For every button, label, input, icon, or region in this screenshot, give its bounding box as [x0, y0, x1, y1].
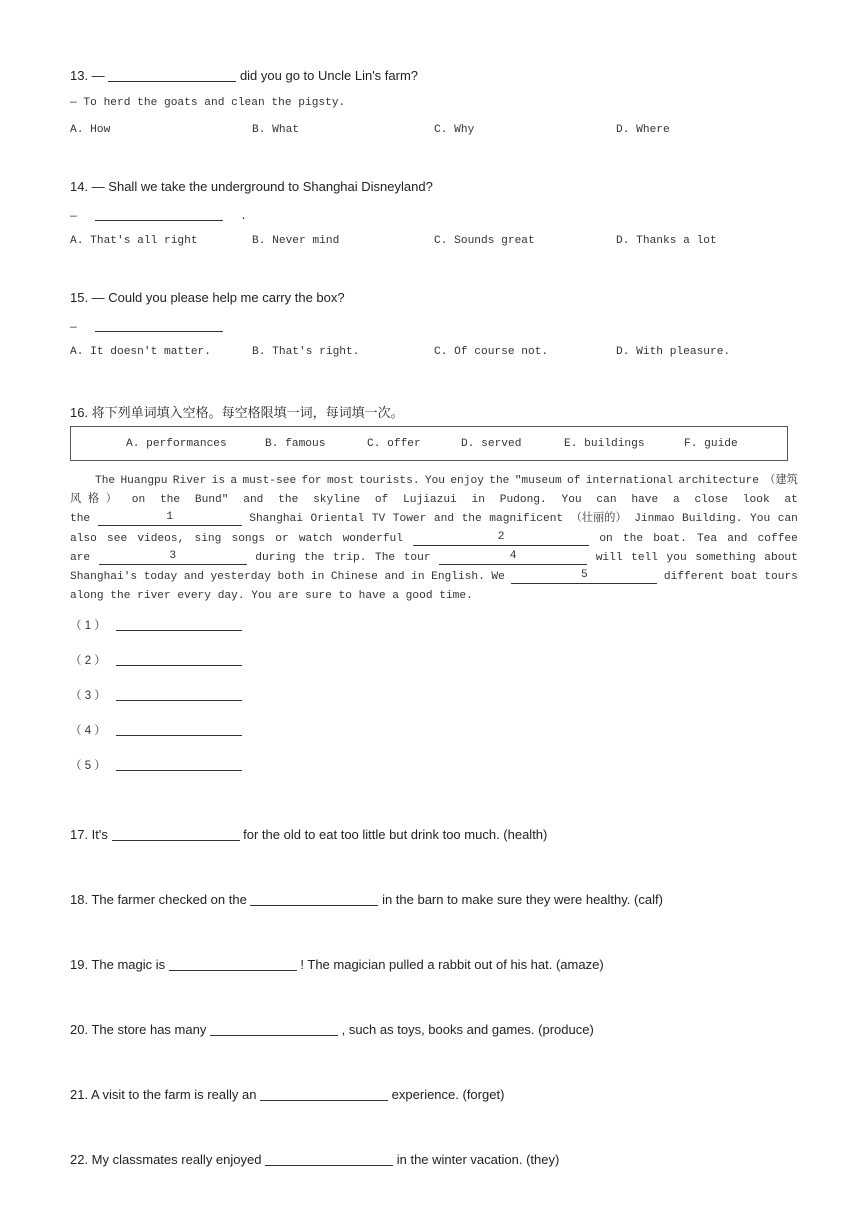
passage-word: the — [304, 551, 325, 564]
question-13-reply: — To herd the goats and clean the pigsty. — [70, 97, 346, 109]
passage-word: the — [278, 494, 299, 507]
passage-word: The — [375, 551, 396, 564]
answer-blank-2[interactable] — [116, 653, 242, 666]
option-b[interactable]: B. Never mind — [252, 235, 340, 247]
passage-word: 风 格 ） — [70, 494, 117, 507]
question-22-blank[interactable] — [265, 1153, 393, 1166]
answer-label: （ 4 ） — [70, 725, 106, 737]
question-17 — [70, 827, 547, 842]
question-19-text: 19. The magic is — [70, 957, 166, 972]
passage-word: different — [663, 570, 725, 583]
passage-word: Lujiazui — [403, 494, 457, 507]
passage-word: also — [70, 532, 97, 545]
passage-word: watch — [298, 532, 333, 545]
answer-label: （ 2 ） — [70, 655, 106, 667]
passage-word: architecture — [678, 475, 759, 487]
passage-word: will — [595, 551, 623, 564]
passage-word: in — [471, 494, 485, 507]
passage-word: see — [107, 532, 128, 545]
passage-word: have — [631, 494, 659, 507]
question-19 — [70, 957, 604, 972]
option-c[interactable]: C. Why — [434, 124, 475, 136]
passage-word: both — [277, 570, 305, 583]
question-18 — [70, 892, 663, 907]
passage-word: songs — [231, 532, 266, 545]
option-b[interactable]: B. What — [252, 124, 299, 136]
question-20 — [70, 1022, 594, 1037]
passage-word: TV — [371, 513, 386, 526]
passage-word: tell — [631, 551, 658, 564]
passage-word: You — [750, 513, 771, 526]
passage-line-5 — [70, 549, 798, 568]
question-14-blank[interactable] — [95, 208, 223, 221]
word-e: E. buildings — [564, 438, 645, 450]
answer-line-1 — [70, 617, 242, 633]
question-14-reply — [70, 208, 247, 223]
passage-word: River — [172, 475, 207, 487]
answer-blank-5[interactable] — [116, 758, 242, 771]
passage-line-1 — [70, 472, 798, 491]
passage-word: yesterday — [210, 570, 271, 583]
passage-word: is — [211, 475, 226, 487]
passage-word: （建筑 — [764, 475, 798, 487]
question-15-blank[interactable] — [95, 319, 223, 332]
passage-word: for — [301, 475, 322, 487]
passage-word: Bund" — [194, 494, 229, 507]
passage-word: （壮丽的） — [570, 513, 627, 526]
passage-word: can — [777, 513, 798, 526]
option-a[interactable]: A. That's all right — [70, 235, 198, 247]
passage-word: a — [672, 494, 680, 507]
passage-line-7: along the river every day. You are sure to have a good time. — [70, 590, 473, 603]
word-c: C. offer — [367, 438, 421, 450]
question-19-blank[interactable] — [169, 958, 297, 971]
passage-word: about — [764, 551, 798, 564]
option-a[interactable]: A. It doesn't matter. — [70, 346, 211, 358]
passage-word: tour — [403, 551, 431, 564]
question-13 — [70, 68, 418, 83]
question-16-instruction: 16. 将下列单词填入空格。每空格限填一词，每词填一次。 — [70, 405, 404, 420]
question-13-text: did you go to Uncle Lin's farm? — [239, 68, 419, 83]
passage-word: of — [567, 475, 581, 487]
question-14: 14. — Shall we take the underground to Shanghai Disneyland? — [70, 179, 433, 194]
passage-blank-2[interactable]: 2 — [413, 530, 589, 546]
passage-word: and — [433, 513, 455, 526]
passage — [70, 472, 798, 606]
passage-word: Chinese — [330, 570, 378, 583]
passage-word: Jinmao — [634, 513, 675, 526]
passage-word: Huangpu — [120, 475, 168, 487]
passage-blank-1[interactable]: 1 — [98, 510, 242, 526]
passage-word: Shanghai — [249, 513, 303, 526]
question-13-blank[interactable] — [108, 69, 236, 82]
answer-label: （ 3 ） — [70, 690, 106, 702]
passage-word: Building. — [682, 513, 743, 526]
question-22-hint: in the winter vacation. (they) — [396, 1152, 560, 1167]
question-15-reply — [70, 319, 223, 334]
passage-word: international — [585, 475, 674, 487]
passage-word: you — [666, 551, 687, 564]
question-19-hint: ! The magician pulled a rabbit out of his hat. (amaze) — [300, 957, 604, 972]
passage-word: "museum — [514, 475, 562, 487]
passage-word: and — [243, 494, 264, 507]
question-17-text: 17. It's — [70, 827, 108, 842]
passage-word: in — [411, 570, 425, 583]
passage-line-4 — [70, 530, 798, 549]
passage-line-3 — [70, 510, 798, 529]
option-a[interactable]: A. How — [70, 124, 111, 136]
passage-word: in — [310, 570, 325, 583]
question-18-text: 18. The farmer checked on the — [70, 892, 247, 907]
question-20-text: 20. The store has many — [70, 1022, 207, 1037]
passage-word: the — [159, 494, 181, 507]
answer-blank-1[interactable] — [116, 618, 242, 631]
passage-word: today — [143, 570, 178, 583]
passage-word: the — [622, 532, 644, 545]
question-22 — [70, 1152, 559, 1167]
question-21 — [70, 1087, 504, 1102]
option-c[interactable]: C. Sounds great — [434, 235, 535, 247]
option-d[interactable]: D. Where — [616, 124, 670, 136]
answer-line-5 — [70, 757, 242, 773]
passage-blank-5[interactable]: 5 — [511, 568, 657, 584]
passage-word: Shanghai's — [70, 570, 138, 583]
passage-word: the — [70, 513, 91, 526]
question-17-blank[interactable] — [112, 828, 240, 841]
passage-word: tourists. — [359, 475, 420, 487]
question-20-hint: , such as toys, books and games. (produce) — [341, 1022, 594, 1037]
option-c[interactable]: C. Of course not. — [434, 346, 549, 358]
answer-line-3 — [70, 687, 242, 703]
answer-blank-4[interactable] — [116, 723, 242, 736]
passage-blank-4[interactable]: 4 — [439, 549, 587, 565]
dash: — — [70, 322, 77, 334]
passage-word: magnificent — [489, 513, 564, 526]
passage-word: of — [374, 494, 389, 507]
passage-word: wonderful — [342, 532, 403, 545]
word-d: D. served — [461, 438, 522, 450]
passage-word: the — [461, 513, 482, 526]
passage-line-2 — [70, 491, 798, 510]
passage-word: The — [95, 475, 116, 487]
passage-word: You — [561, 494, 582, 507]
passage-word: Pudong. — [499, 494, 547, 507]
option-d[interactable]: D. Thanks a lot — [616, 235, 717, 247]
passage-word: trip. — [332, 551, 367, 564]
passage-word: or — [275, 532, 289, 545]
passage-word: and — [727, 532, 748, 545]
passage-word: boat. — [653, 532, 687, 545]
question-17-hint: for the old to eat too little but drink too much. (health) — [243, 827, 548, 842]
passage-word: during — [255, 551, 296, 564]
option-d[interactable]: D. With pleasure. — [616, 346, 731, 358]
passage-word: sing — [194, 532, 222, 545]
question-21-hint: experience. (forget) — [391, 1087, 505, 1102]
passage-line-6 — [70, 568, 798, 587]
passage-word: Tower — [392, 513, 427, 526]
passage-word: We — [491, 570, 505, 583]
question-18-hint: in the barn to make sure they were healthy. (calf) — [382, 892, 663, 907]
passage-word: and — [384, 570, 405, 583]
passage-word: on — [131, 494, 146, 507]
passage-word: are — [70, 551, 91, 564]
passage-word: enjoy — [450, 475, 484, 487]
passage-word: can — [596, 494, 617, 507]
word-a: A. performances — [126, 438, 227, 450]
passage-word: something — [695, 551, 756, 564]
word-b: B. famous — [265, 438, 326, 450]
passage-word: look — [742, 494, 770, 507]
passage-word: close — [694, 494, 729, 507]
option-b[interactable]: B. That's right. — [252, 346, 360, 358]
word-f: F. guide — [684, 438, 738, 450]
passage-word: a — [230, 475, 238, 487]
answer-line-2 — [70, 652, 242, 668]
passage-word: videos, — [137, 532, 185, 545]
passage-word: Oriental — [310, 513, 365, 526]
answer-line-4 — [70, 722, 242, 738]
dash: — — [70, 211, 77, 223]
passage-word: and — [183, 570, 204, 583]
passage-word: Tea — [696, 532, 718, 545]
answer-blank-3[interactable] — [116, 688, 242, 701]
passage-word: coffee — [757, 532, 798, 545]
question-21-blank[interactable] — [260, 1088, 388, 1101]
passage-word: English. — [431, 570, 485, 583]
period: . — [240, 211, 247, 223]
answer-label: （ 1 ） — [70, 620, 106, 632]
question-15: 15. — Could you please help me carry the box? — [70, 290, 345, 305]
passage-word: on — [599, 532, 613, 545]
question-18-blank[interactable] — [250, 893, 378, 906]
passage-word: tours — [764, 570, 798, 583]
word-bank — [70, 426, 788, 461]
passage-blank-3[interactable]: 3 — [99, 549, 247, 565]
question-20-blank[interactable] — [210, 1023, 338, 1036]
passage-word: must-see — [242, 475, 297, 487]
passage-word: at — [784, 494, 798, 507]
passage-word: skyline — [313, 494, 361, 507]
passage-word: the — [489, 475, 510, 487]
question-21-text: 21. A visit to the farm is really an — [70, 1087, 257, 1102]
question-22-text: 22. My classmates really enjoyed — [70, 1152, 262, 1167]
passage-word: most — [326, 475, 354, 487]
question-13-number: 13. — — [70, 68, 105, 83]
passage-word: You — [424, 475, 446, 487]
passage-word: boat — [730, 570, 758, 583]
answer-label: （ 5 ） — [70, 760, 106, 772]
